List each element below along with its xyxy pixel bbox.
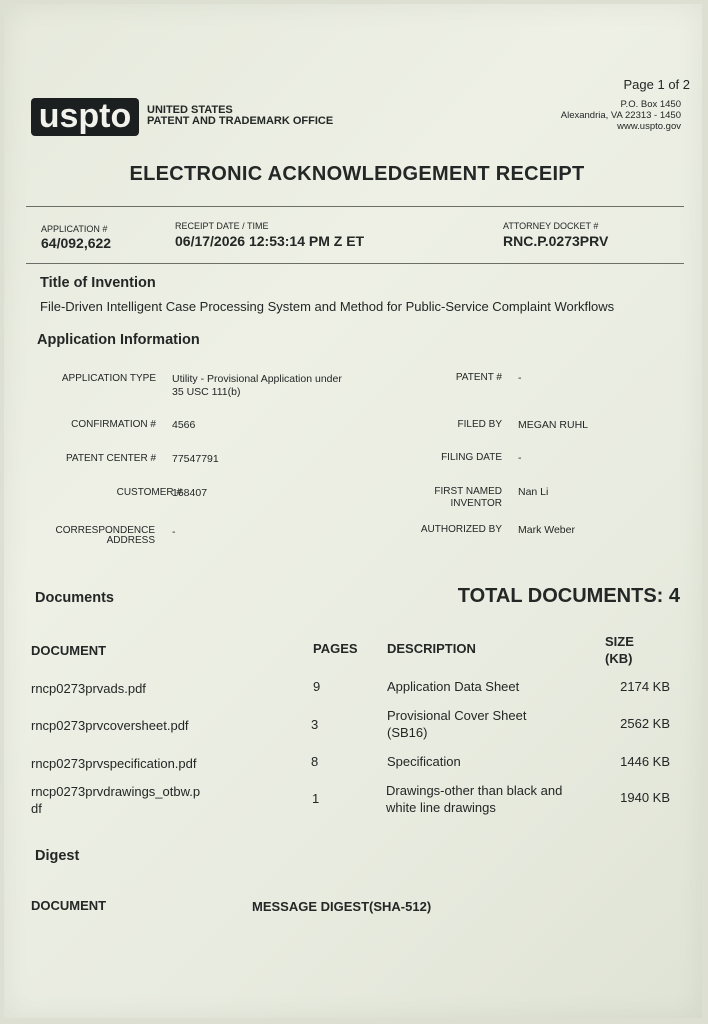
address-line: Alexandria, VA 22313 - 1450: [560, 110, 681, 121]
document-filename-line: df: [31, 801, 42, 816]
customer-label-text: CUSTOMER #: [116, 487, 182, 498]
document-filename: rncp0273prvspecification.pdf: [31, 756, 197, 771]
patent-number: -: [518, 372, 522, 384]
column-size: [605, 633, 634, 667]
correspondence-label: [30, 526, 155, 546]
document-filename: rncp0273prvcoversheet.pdf: [31, 718, 189, 733]
first-inventor-label-line: FIRST NAMED: [434, 486, 502, 497]
document-description-line: white line drawings: [386, 800, 496, 815]
document-pages: 9: [313, 679, 321, 694]
application-number-label: APPLICATION #: [41, 224, 108, 234]
office-name: [147, 105, 333, 127]
address-line: P.O. Box 1450: [620, 99, 681, 110]
document-description: Specification: [387, 754, 461, 769]
document-filename: [31, 783, 200, 817]
first-inventor-label-line: INVENTOR: [450, 498, 502, 509]
first-inventor: Nan Li: [518, 486, 549, 498]
patent-number-label: PATENT #: [455, 372, 502, 383]
application-type-label: APPLICATION TYPE: [61, 373, 156, 384]
total-documents: TOTAL DOCUMENTS: 4: [457, 585, 680, 607]
office-address: [561, 99, 681, 132]
filed-by: MEGAN RUHL: [518, 419, 589, 431]
application-number: 64/092,622: [41, 235, 112, 251]
filing-date-label: FILING DATE: [441, 452, 502, 463]
address-line: www.uspto.gov: [617, 121, 681, 132]
page-number: Page 1 of 2: [623, 77, 690, 92]
document-description-line: Provisional Cover Sheet: [387, 708, 527, 723]
confirmation-number: 4566: [172, 419, 196, 431]
digest-column-document: DOCUMENT: [31, 898, 107, 913]
attorney-docket-label: ATTORNEY DOCKET #: [503, 221, 599, 231]
correspondence-label-line: ADDRESS: [106, 535, 155, 546]
column-description: DESCRIPTION: [387, 641, 476, 656]
document-pages: 3: [311, 717, 319, 732]
receipt-page: [4, 4, 702, 1018]
column-size-line: SIZE: [605, 634, 634, 649]
confirmation-label: CONFIRMATION #: [71, 419, 156, 430]
patent-center-label: PATENT CENTER #: [65, 453, 156, 464]
customer-number: 168407: [172, 487, 208, 499]
application-type-line: 35 USC 111(b): [172, 386, 241, 398]
correspondence-label-line: CORRESPONDENCE: [55, 525, 155, 536]
document-description-line: Drawings-other than black and: [386, 783, 563, 798]
divider: [26, 206, 684, 207]
document-size: 2562 KB: [620, 716, 670, 731]
receipt-date-label: RECEIPT DATE / TIME: [175, 221, 269, 231]
document-description: [387, 707, 526, 741]
office-name-line: UNITED STATES: [147, 104, 233, 116]
customer-label: [30, 487, 182, 498]
document-pages: 1: [312, 791, 320, 806]
filing-date: -: [518, 452, 522, 464]
document-filename-line: rncp0273prvdrawings_otbw.p: [31, 784, 201, 799]
document-pages: 8: [311, 754, 319, 769]
application-info-heading: Application Information: [37, 332, 200, 348]
column-document: DOCUMENT: [31, 643, 107, 658]
documents-heading: Documents: [35, 590, 114, 606]
application-type-line: Utility - Provisional Application under: [172, 373, 342, 385]
application-type: [172, 373, 342, 399]
page-title: ELECTRONIC ACKNOWLEDGEMENT RECEIPT: [129, 163, 585, 185]
first-inventor-label: [400, 486, 502, 510]
invention-heading: Title of Invention: [40, 275, 156, 291]
invention-title: File-Driven Intelligent Case Processing System and Method for Public-Service Complaint Workflows: [40, 299, 615, 314]
column-size-line: (KB): [605, 651, 633, 666]
document-description: [386, 782, 562, 816]
office-name-line: PATENT AND TRADEMARK OFFICE: [147, 115, 334, 127]
uspto-logo: uspto: [31, 98, 139, 136]
document-filename: rncp0273prvads.pdf: [31, 681, 146, 696]
divider: [26, 263, 684, 264]
receipt-date: 06/17/2026 12:53:14 PM Z ET: [175, 233, 365, 249]
digest-column-message-digest: MESSAGE DIGEST(SHA-512): [252, 899, 432, 914]
document-description: Application Data Sheet: [387, 679, 520, 694]
filed-by-label: FILED BY: [457, 419, 502, 430]
authorized-by: Mark Weber: [518, 524, 575, 536]
digest-heading: Digest: [35, 848, 80, 864]
document-size: 2174 KB: [620, 679, 670, 694]
document-size: 1446 KB: [620, 754, 670, 769]
attorney-docket: RNC.P.0273PRV: [503, 233, 609, 249]
correspondence-address: -: [172, 526, 176, 538]
patent-center-number: 77547791: [172, 453, 219, 465]
document-description-line: (SB16): [387, 725, 428, 740]
document-size: 1940 KB: [620, 790, 670, 805]
column-pages: PAGES: [313, 641, 358, 656]
authorized-by-label: AUTHORIZED BY: [420, 524, 502, 535]
